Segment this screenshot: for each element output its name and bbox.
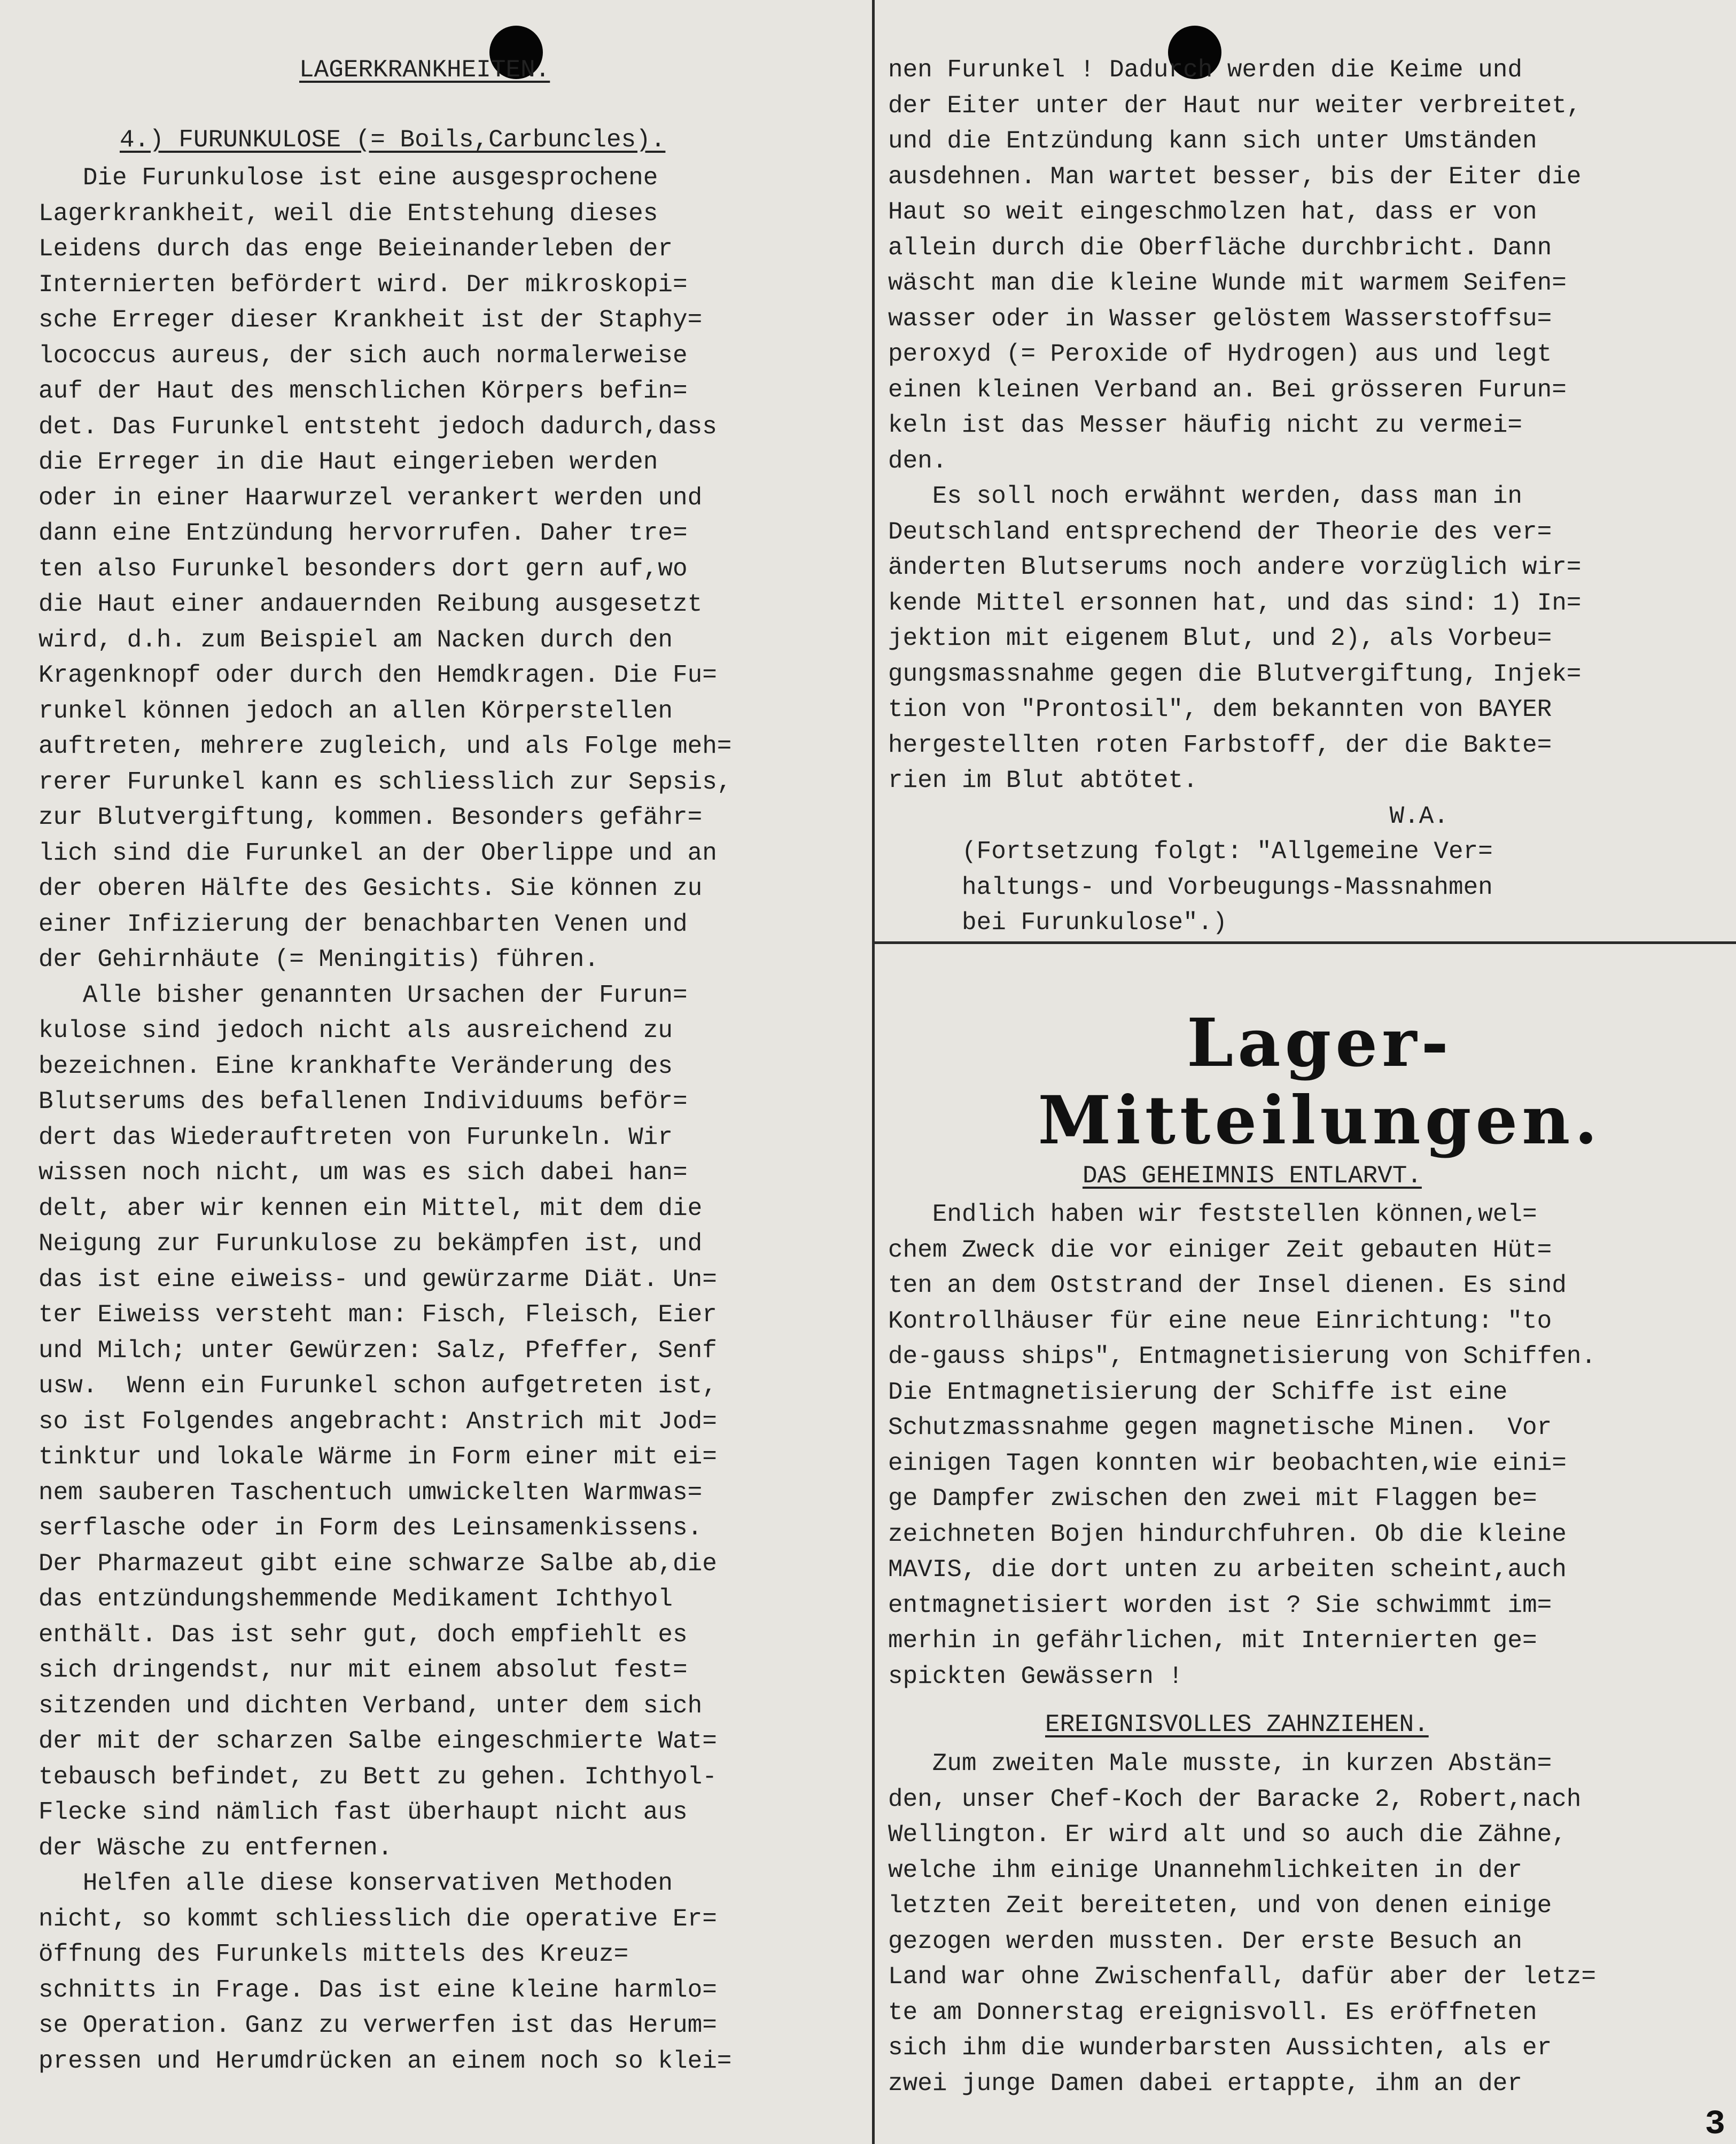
right-column-line: ausdehnen. Man wartet besser, bis der Eiter die — [888, 162, 1582, 191]
left-column-line: sche Erreger dieser Krankheit ist der Staphy= — [38, 306, 703, 334]
left-column-line: Internierten befördert wird. Der mikroskopi= — [38, 270, 688, 299]
left-column-line: schnitts in Frage. Das ist eine kleine harmlo= — [38, 1976, 717, 2004]
right-column-line: allein durch die Oberfläche durchbricht. Dann — [888, 233, 1552, 262]
right-column-line: und die Entzündung kann sich unter Umständen — [888, 127, 1537, 155]
left-column-line: sitzenden und dichten Verband, unter dem sich — [38, 1691, 703, 1720]
right-column-line: jektion mit eigenem Blut, und 2), als Vorbeu= — [888, 625, 1552, 652]
left-column-line: die Haut einer andauernden Reibung ausgesetzt — [38, 590, 703, 618]
left-column-line: das entzündungshemmende Medikament Ichthyol — [38, 1585, 673, 1613]
right-column-line: einen kleinen Verband an. Bei grösseren Furun= — [888, 376, 1567, 404]
section1-line: einigen Tagen konnten wir beobachten,wie eini= — [888, 1449, 1567, 1477]
left-column-line: pressen und Herumdrücken an einem noch so klei= — [38, 2047, 732, 2075]
section2-line: Zum zweiten Male musste, in kurzen Abstän= — [888, 1750, 1552, 1777]
left-column-line: lich sind die Furunkel an der Oberlippe und an — [38, 839, 717, 867]
left-column-line: sich dringendst, nur mit einem absolut fest= — [38, 1656, 688, 1684]
page-number: 3 — [1704, 2106, 1725, 2144]
right-column-line: tion von "Prontosil", dem bekannten von BAYER — [888, 696, 1552, 723]
left-column-line: zur Blutvergiftung, kommen. Besonders gefähr= — [38, 804, 703, 831]
section1-line: entmagnetisiert worden ist ? Sie schwimmt im= — [888, 1591, 1552, 1619]
left-column-line: delt, aber wir kennen ein Mittel, mit dem die — [38, 1194, 703, 1222]
left-column-line: und Milch; unter Gewürzen: Salz, Pfeffer, Senf — [38, 1336, 717, 1365]
left-column-line: bezeichnen. Eine krankhafte Veränderung des — [38, 1052, 673, 1080]
section2-line: Land war ohne Zwischenfall, dafür aber der letz= — [888, 1963, 1597, 1991]
left-column-line: enthält. Das ist sehr gut, doch empfiehlt es — [38, 1620, 688, 1649]
left-column-line: Blutserums des befallenen Individuums beför= — [38, 1088, 688, 1116]
section1-line: Endlich haben wir feststellen können,wel= — [888, 1200, 1537, 1228]
left-column-line: Helfen alle diese konservativen Methoden — [38, 1869, 673, 1897]
section-text-geheimnis — [888, 1197, 1596, 1694]
right-column-line: (Fortsetzung folgt: "Allgemeine Ver= — [888, 838, 1493, 866]
left-column-line: das ist eine eiweiss- und gewürzarme Diät. Un= — [38, 1265, 717, 1293]
right-column-line: W.A. — [888, 802, 1449, 830]
left-column-line: Lagerkrankheit, weil die Entstehung dieses — [38, 199, 658, 228]
left-column-line: auftreten, mehrere zugleich, und als Folge meh= — [38, 732, 732, 760]
section2-line: letzten Zeit bereiteten, und von denen einige — [888, 1892, 1552, 1920]
column-divider — [872, 0, 875, 2144]
right-column-line: wasser oder in Wasser gelöstem Wasserstoffsu= — [888, 305, 1552, 333]
left-column-line: kulose sind jedoch nicht als ausreichend zu — [38, 1017, 673, 1044]
section1-line: ten an dem Oststrand der Insel dienen. Es sind — [888, 1272, 1567, 1299]
masthead-title: Lager-Mitteilungen. — [1038, 1004, 1602, 1159]
left-column-line: se Operation. Ganz zu verwerfen ist das Herum= — [38, 2012, 717, 2039]
left-column-line: nem sauberen Taschentuch umwickelten Warmwas= — [38, 1478, 703, 1507]
left-column-line: usw. Wenn ein Furunkel schon aufgetreten ist, — [38, 1372, 717, 1400]
left-column-line: tebausch befindet, zu Bett zu gehen. Ichthyol- — [38, 1763, 717, 1791]
section1-line: zeichneten Bojen hindurchfuhren. Ob die kleine — [888, 1520, 1567, 1548]
section2-line: te am Donnerstag ereignisvoll. Es eröffneten — [888, 1998, 1537, 2026]
section1-line: Kontrollhäuser für eine neue Einrichtung: "to — [888, 1307, 1552, 1335]
left-column-line: det. Das Furunkel entsteht jedoch dadurch,dass — [38, 412, 717, 441]
section2-line: Wellington. Er wird alt und so auch die Zähne, — [888, 1821, 1567, 1849]
right-column-text — [888, 52, 1736, 941]
left-column-line: einer Infizierung der benachbarten Venen und — [38, 910, 688, 938]
left-column-line: dann eine Entzündung hervorrufen. Daher tre= — [38, 519, 688, 547]
article-heading: LAGERKRANKHEITEN. — [299, 56, 550, 84]
left-column-line: Neigung zur Furunkulose zu bekämpfen ist, und — [38, 1230, 703, 1258]
right-column-line: der Eiter unter der Haut nur weiter verbreitet, — [888, 91, 1582, 120]
section-divider — [875, 941, 1736, 944]
section1-line: merhin in gefährlichen, mit Internierten ge= — [888, 1627, 1537, 1655]
right-column-line: gungsmassnahme gegen die Blutvergiftung, Injek= — [888, 660, 1582, 688]
left-column-line: der Wäsche zu entfernen. — [38, 1834, 393, 1862]
right-column-line: keln ist das Messer häufig nicht zu vermei= — [888, 411, 1522, 439]
section-text-zahnziehen — [888, 1746, 1596, 2101]
left-column-text — [38, 160, 872, 2079]
left-column-line: so ist Folgendes angebracht: Anstrich mit Jod= — [38, 1407, 717, 1436]
section2-line: gezogen werden mussten. Der erste Besuch an — [888, 1927, 1522, 1955]
right-column-line: Es soll noch erwähnt werden, dass man in — [888, 482, 1522, 510]
section2-line: sich ihm die wunderbarsten Aussichten, als er — [888, 2034, 1552, 2062]
section-heading-zahnziehen: EREIGNISVOLLES ZAHNZIEHEN. — [1045, 1711, 1429, 1738]
left-column-line: auf der Haut des menschlichen Körpers befin= — [38, 377, 688, 405]
section1-line: de-gauss ships", Entmagnetisierung von Schiffen. — [888, 1343, 1597, 1370]
section2-line: zwei junge Damen dabei ertappte, ihm an der — [888, 2069, 1522, 2098]
left-column-line: lococcus aureus, der sich auch normalerweise — [38, 341, 688, 370]
left-column-line: öffnung des Furunkels mittels des Kreuz= — [38, 1940, 629, 1968]
left-column-line: Flecke sind nämlich fast überhaupt nicht aus — [38, 1798, 688, 1826]
left-column-line: runkel können jedoch an allen Körperstellen — [38, 697, 673, 725]
left-column-line: dert das Wiederauftreten von Furunkeln. Wir — [38, 1123, 673, 1151]
left-column-line: die Erreger in die Haut eingerieben werden — [38, 448, 658, 476]
section1-line: Schutzmassnahme gegen magnetische Minen. Vor — [888, 1414, 1552, 1441]
right-column-line: hergestellten roten Farbstoff, der die Bakte= — [888, 731, 1552, 759]
left-column-line: nicht, so kommt schliesslich die operative Er= — [38, 1905, 717, 1933]
left-column-line: Die Furunkulose ist eine ausgesprochene — [38, 164, 658, 192]
right-column-line: bei Furunkulose".) — [888, 909, 1227, 937]
left-column-line: oder in einer Haarwurzel verankert werden und — [38, 484, 703, 512]
section2-line: den, unser Chef-Koch der Baracke 2, Robert,nach — [888, 1785, 1582, 1813]
left-column-line: wissen noch nicht, um was es sich dabei han= — [38, 1159, 688, 1187]
right-column-line: wäscht man die kleine Wunde mit warmem Seifen= — [888, 269, 1567, 297]
right-column-line: änderten Blutserums noch andere vorzüglich wir= — [888, 553, 1582, 581]
right-column-line: Haut so weit eingeschmolzen hat, dass er von — [888, 198, 1537, 226]
section1-line: Die Entmagnetisierung der Schiffe ist eine — [888, 1378, 1508, 1406]
right-column-line: peroxyd (= Peroxide of Hydrogen) aus und legt — [888, 340, 1552, 368]
left-column-line: der mit der scharzen Salbe eingeschmierte Wat= — [38, 1727, 717, 1755]
right-column-line: haltungs- und Vorbeugungs-Massnahmen — [888, 873, 1493, 901]
section1-line: chem Zweck die vor einiger Zeit gebauten Hüt= — [888, 1236, 1552, 1264]
left-column-line: Kragenknopf oder durch den Hemdkragen. Die Fu= — [38, 661, 717, 689]
section1-line: ge Dampfer zwischen den zwei mit Flaggen be= — [888, 1485, 1537, 1513]
section1-line: spickten Gewässern ! — [888, 1662, 1184, 1690]
article-subheading: 4.) FURUNKULOSE (= Boils,Carbuncles). — [120, 126, 666, 154]
left-column-line: Leidens durch das enge Beieinanderleben der — [38, 235, 673, 263]
left-column-line: Der Pharmazeut gibt eine schwarze Salbe ab,die — [38, 1549, 717, 1578]
right-column-line: den. — [888, 447, 947, 475]
right-column-line: nen Furunkel ! Dadurch werden die Keime und — [888, 56, 1522, 84]
section2-line: welche ihm einige Unannehmlichkeiten in der — [888, 1856, 1522, 1884]
right-column-line: rien im Blut abtötet. — [888, 767, 1198, 794]
left-column-line: wird, d.h. zum Beispiel am Nacken durch den — [38, 626, 673, 654]
left-column-line: Alle bisher genannten Ursachen der Furun= — [38, 981, 688, 1009]
left-column-line: serflasche oder in Form des Leinsamenkissens. — [38, 1514, 703, 1542]
left-column-line: ter Eiweiss versteht man: Fisch, Fleisch, Eier — [38, 1301, 717, 1329]
section1-line: MAVIS, die dort unten zu arbeiten scheint,auch — [888, 1556, 1567, 1584]
right-column-line: Deutschland entsprechend der Theorie des ver= — [888, 518, 1552, 546]
left-column-line: der oberen Hälfte des Gesichts. Sie können zu — [38, 875, 703, 902]
left-column-line: rerer Furunkel kann es schliesslich zur Sepsis, — [38, 768, 732, 796]
right-column-line: kende Mittel ersonnen hat, und das sind: 1) In= — [888, 589, 1582, 617]
left-column-line: ten also Furunkel besonders dort gern auf,wo — [38, 555, 688, 583]
section-heading-geheimnis: DAS GEHEIMNIS ENTLARVT. — [1083, 1162, 1422, 1190]
left-column-line: der Gehirnhäute (= Meningitis) führen. — [38, 946, 599, 973]
left-column-line: tinktur und lokale Wärme in Form einer mit ei= — [38, 1443, 717, 1471]
